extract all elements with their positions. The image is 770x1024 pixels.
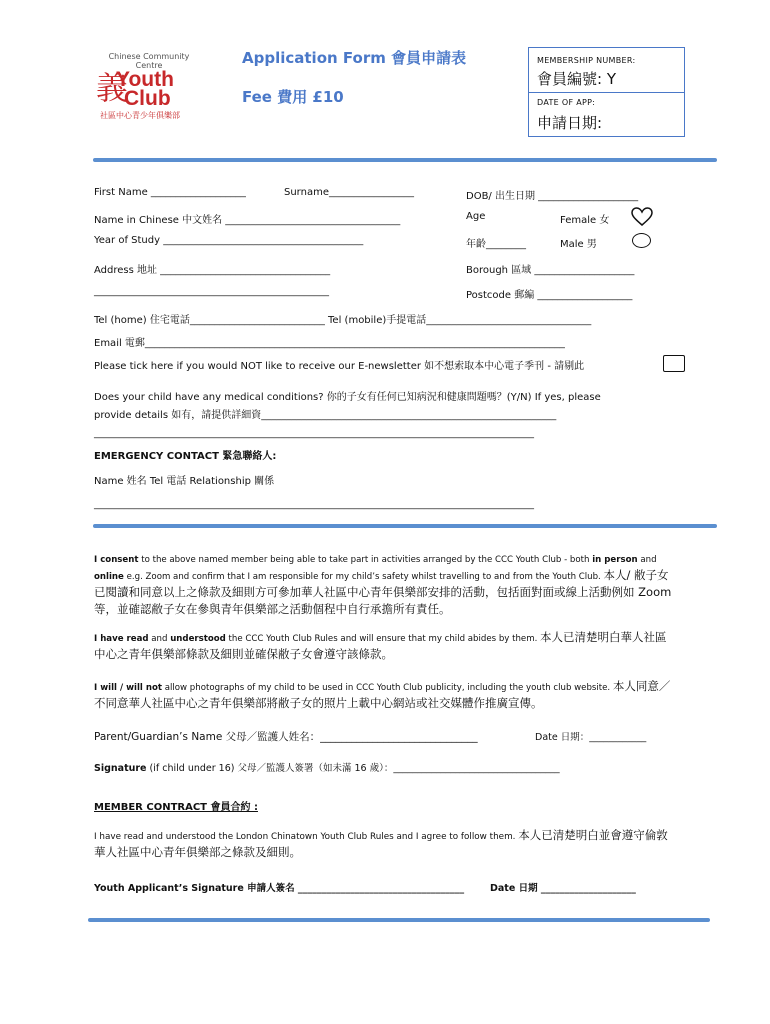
photo-paragraph bbox=[94, 679, 674, 713]
rules-bold-2: understood bbox=[170, 634, 226, 644]
medical-details-field[interactable]: provide details 如有，請提供詳細資___________________________________________________________ bbox=[94, 410, 557, 421]
applicant-date-field[interactable]: Date 日期 ____________________ bbox=[490, 883, 636, 894]
rules-paragraph bbox=[94, 630, 674, 664]
logo-glyph: 義 bbox=[96, 69, 129, 107]
logo-subtitle: 社區中心青少年俱樂部 bbox=[100, 111, 180, 120]
rules-text-2: the CCC Youth Club Rules and will ensure that my child abides by them. bbox=[225, 634, 541, 644]
newsletter-label: Please tick here if you would NOT like to receive our E-newsletter 如不想索取本中心電子季刊 - 請剔此 bbox=[94, 361, 585, 372]
membership-number-field[interactable]: 會員編號: Y bbox=[537, 70, 616, 88]
date-of-app-field[interactable]: 申請日期: bbox=[537, 114, 603, 132]
consent-bold-3: online bbox=[94, 572, 124, 582]
parent-signature-field[interactable] bbox=[94, 760, 560, 774]
male-label: Male 男 bbox=[560, 239, 597, 250]
photo-text: allow photographs of my child to be used in CCC Youth Club publicity, including the youth club website. bbox=[162, 683, 613, 693]
divider-top bbox=[93, 158, 717, 162]
form-title: Application Form 會員申請表 bbox=[242, 49, 467, 67]
newsletter-checkbox[interactable] bbox=[663, 355, 685, 372]
consent-text-1: to the above named member being able to take part in activities arranged by the CCC Youth Club - both bbox=[138, 555, 593, 565]
rules-text-zh: 本人已清楚明白華人社區中心之青年俱樂部條款及細則並確保敝子女會遵守該條款。 bbox=[94, 630, 667, 661]
consent-bold-1: I consent bbox=[94, 555, 139, 565]
address-line2-field[interactable]: _______________________________________________ bbox=[94, 286, 329, 297]
contract-text-en: I have read and understood the London Chinatown Youth Club Rules and I agree to follow them. bbox=[94, 832, 519, 842]
logo-line1: Chinese Community bbox=[108, 52, 190, 61]
member-contract-text bbox=[94, 828, 674, 862]
email-field[interactable]: Email 電郵____________________________________________________________________________________ bbox=[94, 338, 565, 349]
applicant-signature-field[interactable]: Youth Applicant’s Signature 申請人簽名 ___________________________________ bbox=[94, 883, 465, 894]
parent-date-field[interactable]: Date 日期：____________ bbox=[535, 732, 647, 743]
consent-text-3: e.g. Zoom and confirm that I am responsible for my child’s safety whilst travelling to and from the Youth Club. bbox=[123, 572, 604, 582]
membership-box bbox=[528, 47, 685, 137]
chinese-name-field[interactable]: Name in Chinese 中文姓名 ___________________________________ bbox=[94, 215, 401, 226]
parent-name-field[interactable]: Parent/Guardian’s Name 父母／監護人姓名：______________________________ bbox=[94, 731, 478, 743]
date-of-app-label: DATE OF APP: bbox=[537, 98, 596, 107]
logo-youth: Youth bbox=[116, 68, 174, 91]
membership-number-label: MEMBERSHIP NUMBER: bbox=[537, 56, 636, 65]
divider-bottom bbox=[88, 918, 710, 922]
heart-checkbox[interactable] bbox=[631, 207, 653, 227]
address-field[interactable]: Address 地址 __________________________________ bbox=[94, 265, 331, 276]
consent-bold-2: in person bbox=[592, 555, 638, 565]
logo-club: Club bbox=[124, 87, 171, 110]
signature-text: (if child under 16) 父母／監護人簽署（如未滿 16 歲）：___________________________________ bbox=[146, 763, 560, 774]
borough-field[interactable]: Borough 區域 ____________________ bbox=[466, 265, 635, 276]
emergency-contact-line[interactable]: ________________________________________________________________________________________ bbox=[94, 499, 534, 510]
tel-field[interactable]: Tel (home) 住宅電話___________________________ Tel (mobile)手提電話_________________________________ bbox=[94, 315, 592, 326]
male-checkbox[interactable] bbox=[632, 233, 651, 248]
rules-text-1: and bbox=[148, 634, 171, 644]
contract-text-zh: 本人已清楚明白並會遵守倫敦華人社區中心青年俱樂部之條款及細則。 bbox=[94, 828, 668, 859]
medical-question: Does your child have any medical conditions? 你的子女有任何已知病況和健康問題嗎？(Y/N) If yes, please bbox=[94, 392, 601, 403]
member-contract-title: MEMBER CONTRACT 會員合約 : bbox=[94, 802, 258, 813]
surname-field[interactable]: Surname_________________ bbox=[284, 187, 414, 198]
medical-details-line[interactable]: ________________________________________________________________________________________ bbox=[94, 428, 534, 439]
fee-label: Fee 費用 £10 bbox=[242, 88, 344, 106]
dob-field[interactable]: DOB/ 出生日期 ____________________ bbox=[466, 191, 639, 202]
photo-bold: I will / will not bbox=[94, 683, 162, 693]
emergency-contact-fields: Name 姓名 Tel 電話 Relationship 關係 bbox=[94, 476, 275, 487]
consent-paragraph bbox=[94, 553, 674, 619]
year-of-study-field[interactable]: Year of Study ________________________________________ bbox=[94, 235, 364, 246]
emergency-contact-title: EMERGENCY CONTACT 緊急聯絡人: bbox=[94, 451, 277, 462]
age-field[interactable]: 年齡________ bbox=[466, 239, 526, 250]
age-label: Age bbox=[466, 211, 486, 222]
first-name-field[interactable]: First Name ___________________ bbox=[94, 187, 246, 198]
consent-text-2: and bbox=[637, 555, 657, 565]
logo-line2: Centre bbox=[135, 61, 163, 70]
photo-text-zh: 本人同意／不同意華人社區中心之青年俱樂部將敝子女的照片上載中心網站或社交媒體作推廣宣傳。 bbox=[94, 679, 671, 710]
postcode-field[interactable]: Postcode 郵編 ___________________ bbox=[466, 290, 633, 301]
signature-label: Signature bbox=[94, 763, 147, 774]
rules-bold-1: I have read bbox=[94, 634, 149, 644]
consent-text-zh: 本人/ 敝子女已閱讀和同意以上之條款及細則方可參加華人社區中心青年俱樂部安排的活動，包括面對面或線上活動例如 Zoom 等，並確認敝子女在參與青年俱樂部之活動個程中自行承擔所有責任。 bbox=[94, 568, 672, 616]
logo bbox=[94, 52, 204, 121]
female-label: Female 女 bbox=[560, 215, 610, 226]
divider-middle bbox=[93, 524, 717, 528]
